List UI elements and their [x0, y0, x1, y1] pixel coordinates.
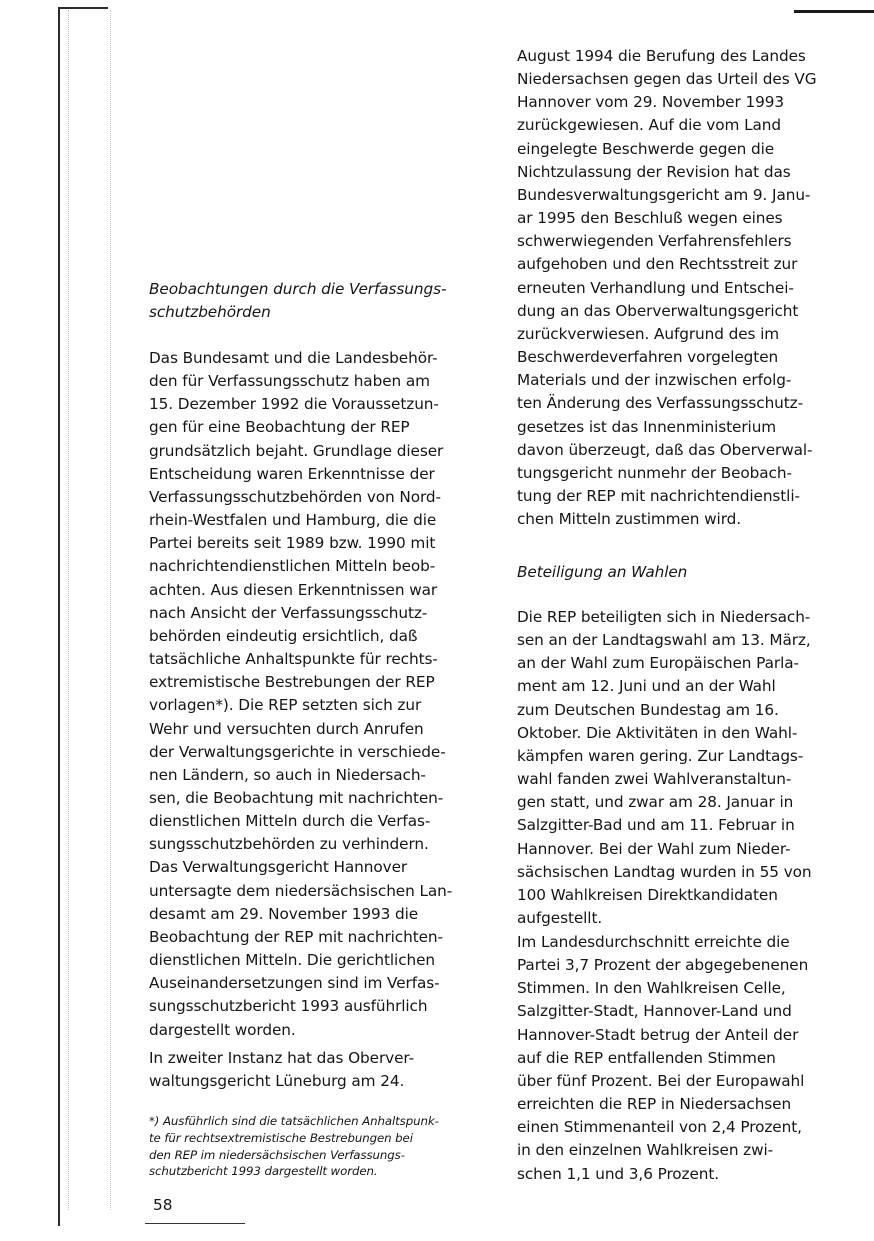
scan-edge-speckle	[68, 10, 70, 1210]
paragraph: August 1994 die Berufung des Landes Niedersachsen gegen das Urteil des VG Hannover vom 29. November 1993 zurückgewiesen. Auf die vom Land eingelegte Beschwerde gegen die Nichtzulassung der Revision hat das Bundesverwaltungsgericht am 9. Janu- ar 1995 den Beschluß wegen eines schwerwiegenden Verfahrensfehlers aufgehoben und den Rechtsstreit zur erneuten Verhandlung und Entschei- dung an das Oberverwaltungsgericht zurückverwiesen. Aufgrund des im Beschwerdeverfahren vorgelegten Materials und der inzwischen erfolg- ten Änderung des Verfassungsschutz- gesetzes ist das Innenministerium davon überzeugt, daß das Oberverwal- tungsgericht nunmehr der Beobach- tung der REP mit nachrichtendienstli- chen Mitteln zustimmen wird.	[517, 47, 817, 529]
scan-edge-line	[58, 8, 60, 1226]
paragraph: Im Landesdurchschnitt erreichte die Partei 3,7 Prozent der abgegebenenen Stimmen. In den Wahlkreisen Celle, Salzgitter-Stadt, Hannover-Land und Hannover-Stadt betrug der Anteil der auf die REP entfallenden Stimmen über fünf Prozent. Bei der Europawahl erreichten die REP in Niedersachsen einen Stimmenanteil von 2,4 Prozent, in den einzelnen Wahlkreisen zwi- schen 1,1 und 3,6 Prozent.	[517, 933, 809, 1183]
section-heading-elections: Beteiligung an Wahlen	[517, 563, 688, 581]
page-number: 58	[153, 1196, 173, 1214]
section-heading-observation: Beobachtungen durch die Verfassungs- schutzbehörden	[149, 280, 447, 322]
top-right-rule	[794, 10, 874, 13]
paragraph: In zweiter Instanz hat das Oberver- waltungsgericht Lüneburg am 24.	[149, 1049, 415, 1091]
page-footer-rule	[145, 1223, 245, 1224]
scan-edge-speckle	[110, 10, 112, 1210]
paragraph: Das Bundesamt und die Landesbehör- den für Verfassungsschutz haben am 15. Dezember 1992 die Voraussetzun- gen für eine Beobachtung der REP grundsätzlich bejaht. Grundlage dieser Entscheidung waren Erkenntnisse der Verfassungsschutzbehörden von Nord- rhein-Westfalen und Hamburg, die die Partei bereits seit 1989 bzw. 1990 mit nachrichtendienstlichen Mitteln beob- achten. Aus diesen Erkenntnissen war nach Ansicht der Verfassungsschutz- behörden eindeutig ersichtlich, daß tatsächliche Anhaltspunkte für rechts- extremistische Bestrebungen der REP vorlagen*). Die REP setzten sich zur Wehr und versuchten durch Anrufen der Verwaltungsgerichte in verschiede- nen Ländern, so auch in Niedersach- sen, die Beobachtung mit nachrichten- dienstlichen Mitteln durch die Verfas- sungsschutzbehörden zu verhindern. Das Verwaltungsgericht Hannover untersagte dem niedersächsischen Lan- desamt am 29. November 1993 die Beobachtung der REP mit nachrichten- dienstlichen Mitteln. Die gerichtlichen Auseinandersetzungen sind im Verfas- sungsschutzbericht 1993 ausführlich dargestellt worden.	[149, 349, 453, 1039]
scan-edge-corner	[58, 7, 108, 9]
paragraph: Die REP beteiligten sich in Niedersach- sen an der Landtagswahl am 13. März, an der Wahl zum Europäischen Parla- ment am 12. Juni und an der Wahl zum Deutschen Bundestag am 16. Oktober. Die Aktivitäten in den Wahl- kämpfen waren gering. Zur Landtags- wahl fanden zwei Wahlveranstaltun- gen statt, und zwar am 28. Januar in Salzgitter-Bad und am 11. Februar in Hannover. Bei der Wahl zum Nieder- sächsischen Landtag wurden in 55 von 100 Wahlkreisen Direktkandidaten aufgestellt.	[517, 608, 812, 928]
footnote: *) Ausführlich sind die tatsächlichen Anhaltspunk- te für rechtsextremistische Bestrebungen bei den REP im niedersächsischen Verfassungs- schutzbericht 1993 dargestellt worden.	[149, 1114, 439, 1179]
